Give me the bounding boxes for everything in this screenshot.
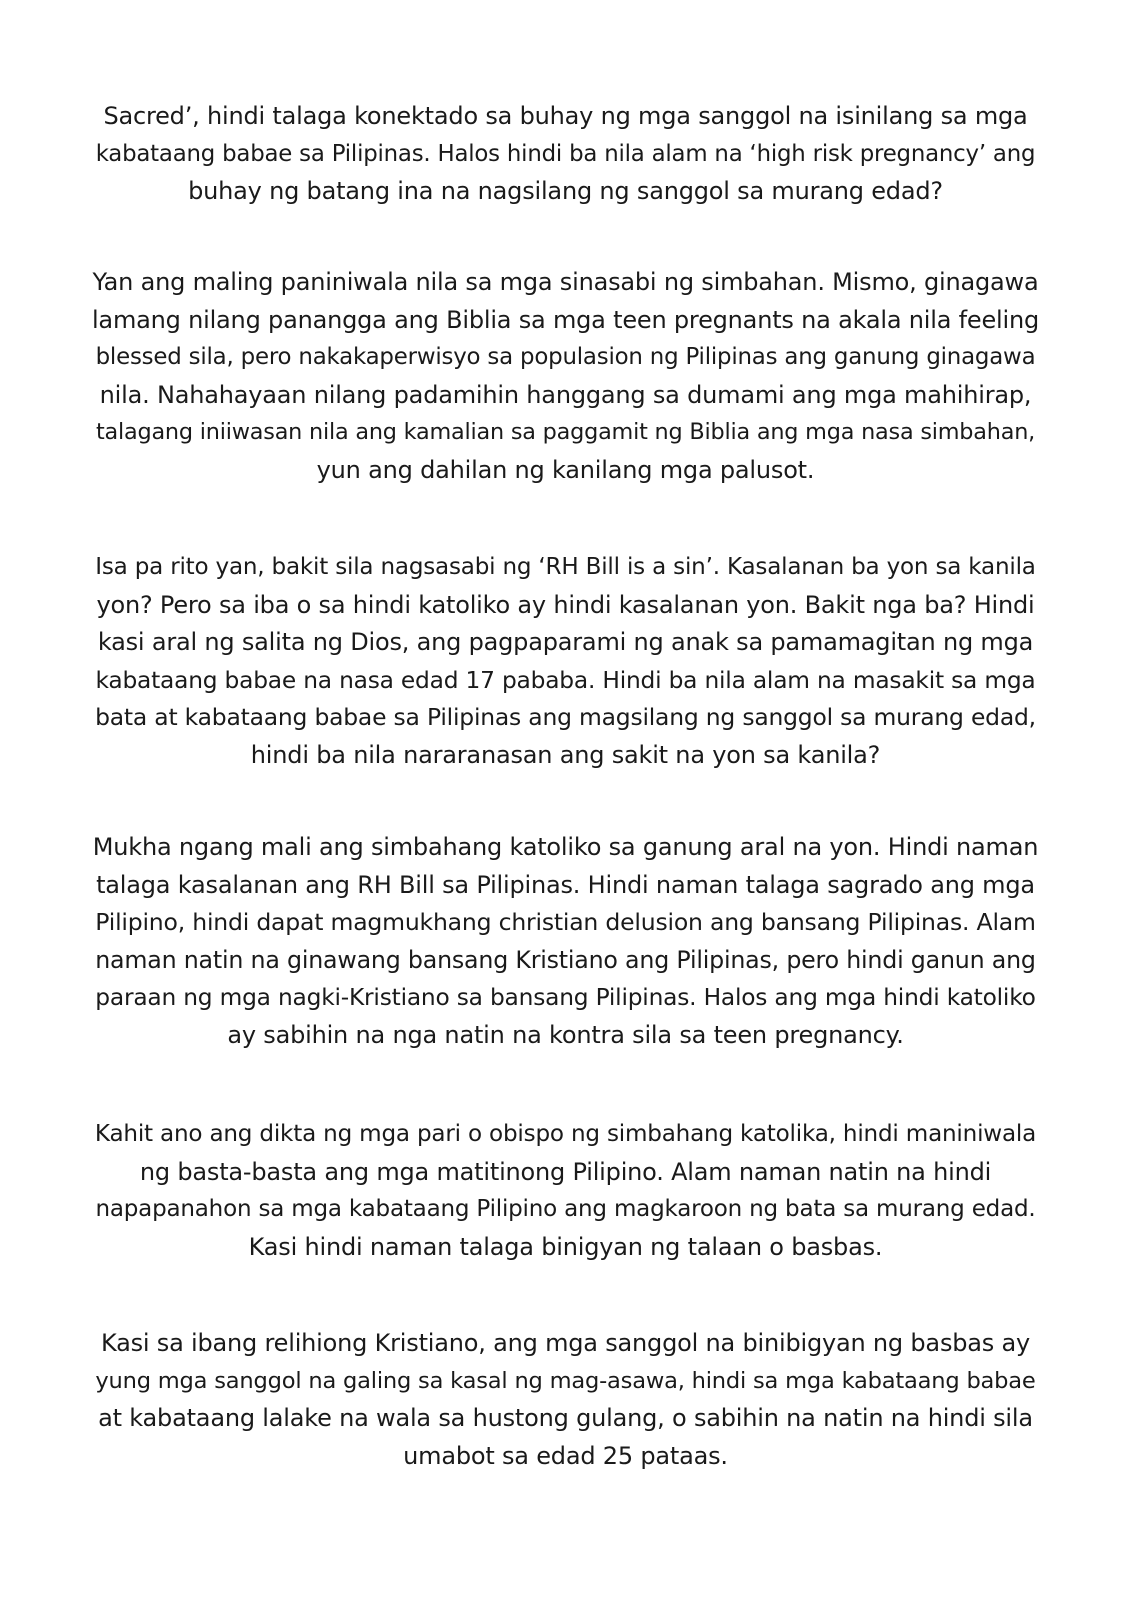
paragraph-line: talaga kasalanan ang RH Bill sa Pilipinas. Hindi naman talaga sagrado ang mga bbox=[96, 870, 1035, 899]
paragraph-line: at kabataang lalake na wala sa hustong gulang, o sabihin na natin na hindi sila bbox=[98, 1404, 1033, 1432]
paragraph-line: paraan ng mga nagki-Kristiano sa bansang Pilipinas. Halos ang mga hindi katoliko bbox=[95, 984, 1036, 1011]
paragraph-line: nila. Nahahayaan nilang padamihin hanggang sa dumami ang mga mahihirap, bbox=[99, 380, 1032, 409]
paragraph-line: bata at kabataang babae sa Pilipinas ang magsilang ng sanggol sa murang edad, bbox=[95, 703, 1036, 731]
paragraph-line: Sacred’, hindi talaga konektado sa buhay ng mga sanggol na isinilang sa mga bbox=[103, 102, 1028, 130]
paragraph-6 bbox=[90, 1325, 1041, 1475]
paragraph-4 bbox=[90, 829, 1041, 1054]
paragraph-line: Mukha ngang mali ang simbahang katoliko sa ganung aral na yon. Hindi naman bbox=[92, 833, 1039, 861]
paragraph-line: Pilipino, hindi dapat magmukhang christian delusion ang bansang Pilipinas. Alam bbox=[95, 908, 1036, 936]
paragraph-line: Kasi sa ibang relihiong Kristiano, ang mga sanggol na binibigyan ng basbas ay bbox=[100, 1329, 1031, 1357]
paragraph-line: buhay ng batang ina na nagsilang ng sanggol sa murang edad? bbox=[188, 177, 943, 205]
paragraph-line: yung mga sanggol na galing sa kasal ng mag-asawa, hindi sa mga kabataang babae bbox=[95, 1367, 1036, 1394]
paragraph-line: naman natin na ginawang bansang Kristiano ang Pilipinas, pero hindi ganun ang bbox=[95, 945, 1036, 974]
paragraph-line: Isa pa rito yan, bakit sila nagsasabi ng ‘RH Bill is a sin’. Kasalanan ba yon sa kanila bbox=[95, 554, 1036, 580]
paragraph-line: yon? Pero sa iba o sa hindi katoliko ay hindi kasalanan yon. Bakit nga ba? Hindi bbox=[96, 590, 1035, 619]
paragraph-line: ay sabihin na nga natin na kontra sila sa teen pregnancy. bbox=[227, 1020, 904, 1049]
paragraph-line: Kahit ano ang dikta ng mga pari o obispo ng simbahang katolika, hindi maniniwala bbox=[94, 1121, 1037, 1147]
paragraph-line: napapanahon sa mga kabataang Pilipino ang magkaroon ng bata sa murang edad. bbox=[95, 1196, 1036, 1222]
paragraph-line: ng basta-basta ang mga matitinong Pilipino. Alam naman natin na hindi bbox=[139, 1157, 992, 1186]
paragraph-line: kabataang babae sa Pilipinas. Halos hindi ba nila alam na ‘high risk pregnancy’ ang bbox=[95, 140, 1036, 167]
paragraph-line: talagang iniiwasan nila ang kamalian sa paggamit ng Biblia ang mga nasa simbahan, bbox=[95, 419, 1036, 445]
paragraph-3 bbox=[90, 549, 1041, 774]
paragraph-line: kabataang babae na nasa edad 17 pababa. Hindi ba nila alam na masakit sa mga bbox=[95, 666, 1036, 694]
paragraph-5 bbox=[90, 1116, 1041, 1266]
paragraph-line: hindi ba nila nararanasan ang sakit na yon sa kanila? bbox=[250, 740, 881, 769]
paragraph-line: umabot sa edad 25 pataas. bbox=[403, 1441, 728, 1470]
paragraph-line: yun ang dahilan ng kanilang mga palusot. bbox=[316, 455, 815, 484]
paragraph-2 bbox=[90, 264, 1041, 489]
paragraph-line: kasi aral ng salita ng Dios, ang pagpaparami ng anak sa pamamagitan ng mga bbox=[97, 628, 1034, 656]
paragraph-line: Yan ang maling paniniwala nila sa mga sinasabi ng simbahan. Mismo, ginagawa bbox=[92, 268, 1039, 296]
paragraph-1 bbox=[90, 98, 1041, 211]
paragraph-line: lamang nilang panangga ang Biblia sa mga teen pregnants na akala nila feeling bbox=[91, 305, 1040, 334]
paragraph-line: blessed sila, pero nakakaperwisyo sa populasion ng Pilipinas ang ganung ginagawa bbox=[95, 344, 1036, 370]
paragraph-line: Kasi hindi naman talaga binigyan ng talaan o basbas. bbox=[248, 1232, 883, 1261]
